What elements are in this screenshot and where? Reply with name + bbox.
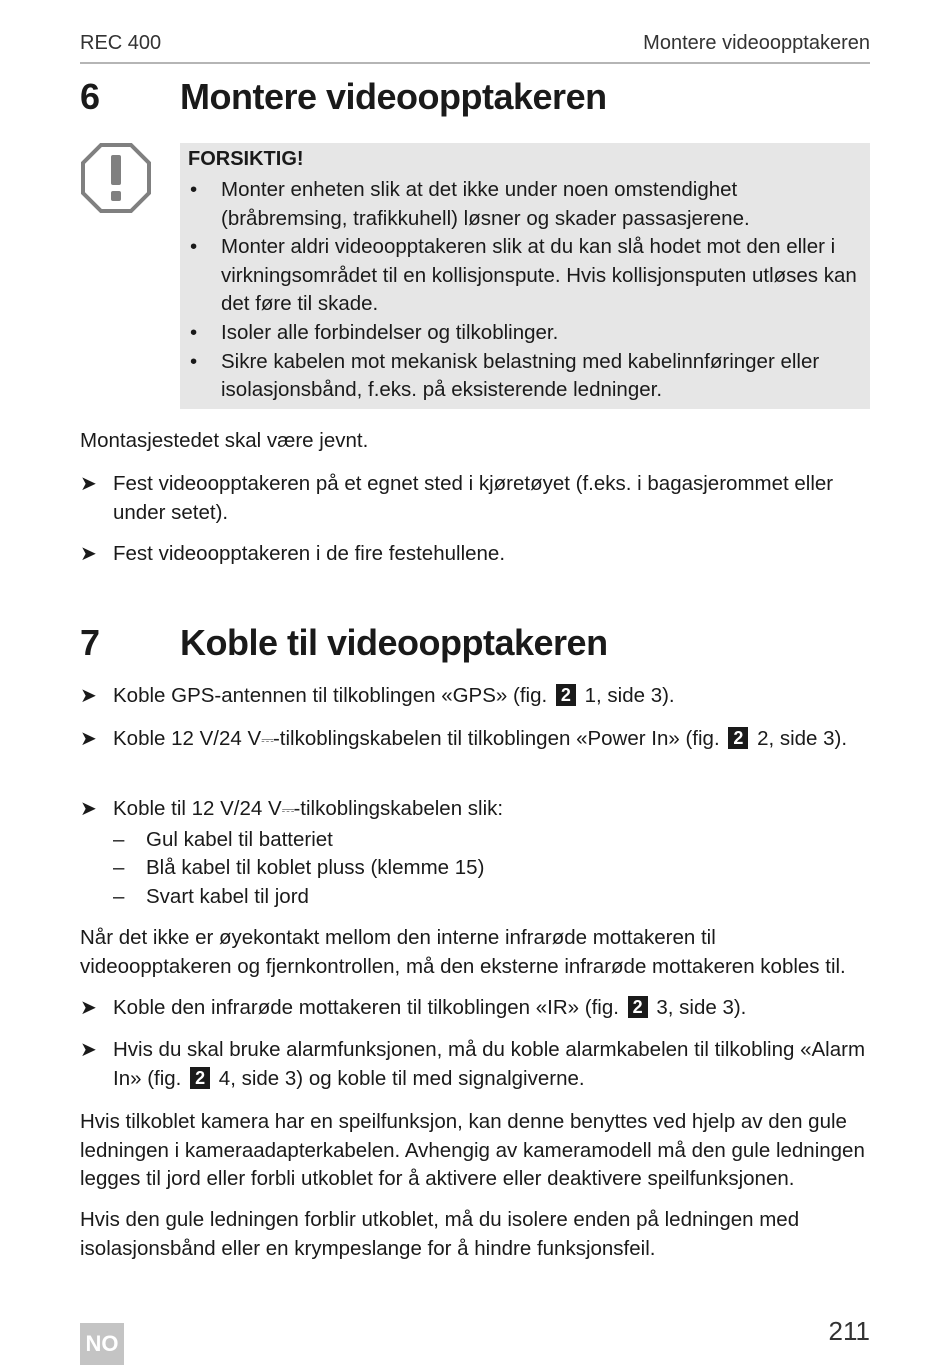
header-section: Montere videoopptakeren [643,32,870,54]
section-number: 7 [80,622,100,663]
paragraph: Når det ikke er øyekontakt mellom den interne infrarøde mottakeren til videoopptakeren og fjernkontrollen, må den eksterne infrarøde mottakeren kobles til. [80,926,846,978]
arrow-icon: ➤ [80,1039,97,1061]
paragraph: Hvis den gule ledningen forblir utkoblet, må du isolere enden på ledningen med isolasjonsbånd eller en krympeslange for å hindre funksjonsfeil. [80,1208,800,1260]
page-header [80,30,870,64]
arrow-icon: ➤ [80,543,97,565]
step-item: ➤ Fest videoopptakeren på et egnet sted i kjøretøyet (f.eks. i bagasjerommet eller under setet). [80,472,834,524]
caution-item: • Monter aldri videoopptakeren slik at du kan slå hodet mot den eller i virkningsområdet til en kollisjonspute. Hvis kollisjonsputen utløses kan det føre til skade. [190,235,857,316]
step-item: ➤ Hvis du skal bruke alarmfunksjonen, må du koble alarmkabelen til tilkobling «Alarm In» (fig. 2 4, side 3) og koble til med signalgiverne. [80,1038,866,1090]
page-number: 211 [828,1316,870,1346]
arrow-icon: ➤ [80,728,97,750]
caution-item: • Monter enheten slik at det ikke under noen omstendighet (bråbremsing, trafikkuhell) løsner og skader passasjerene. [190,178,750,230]
caution-list [188,176,860,405]
section-number: 6 [80,76,100,117]
list-item: – Gul kabel til batteriet [113,827,333,851]
arrow-icon: ➤ [80,997,97,1019]
arrow-icon: ➤ [80,473,97,495]
caution-title: FORSIKTIG! [188,148,304,170]
language-badge: NO [80,1323,124,1365]
mounting-surface-note: Montasjestedet skal være jevnt. [80,429,369,452]
step-item: ➤ Koble 12 V/24 V⎓-tilkoblingskabelen til tilkoblingen «Power In» (fig. 2 2, side 3). [80,725,870,756]
step-item: ➤ Fest videoopptakeren i de fire festehullene. [80,540,870,569]
cable-list [113,826,870,912]
header-model: REC 400 [80,32,162,54]
step-item: ➤ Koble til 12 V/24 V⎓-tilkoblingskabelen slik: – Gul kabel til batteriet – Blå kabel til koblet pluss (klemme 15) – Svart kabel til jord [80,795,870,911]
figure-badge: 2 [556,684,576,706]
arrow-icon: ➤ [80,798,97,820]
section-title: Koble til videoopptakeren [180,622,608,663]
paragraph: Hvis tilkoblet kamera har en speilfunksjon, kan denne benyttes ved hjelp av den gule ledningen i kameraadapterkabelen. Avhengig av kameramodell må den gule ledningen legges til jord eller forbli utkoblet for å aktivere eller deaktivere speilfunksjonen. [80,1110,865,1191]
section-title: Montere videoopptakeren [180,76,607,117]
figure-badge: 2 [628,996,648,1018]
step-item: ➤ Koble den infrarøde mottakeren til tilkoblingen «IR» (fig. 2 3, side 3). [80,994,870,1023]
list-item: – Blå kabel til koblet pluss (klemme 15) [113,856,485,880]
step-item: ➤ Koble GPS-antennen til tilkoblingen «GPS» (fig. 2 1, side 3). [80,682,870,711]
arrow-icon: ➤ [80,685,97,707]
caution-box [180,143,870,409]
list-item: – Svart kabel til jord [113,884,309,908]
caution-item: • Isoler alle forbindelser og tilkoblinger. [190,320,559,344]
warning-icon [80,142,152,214]
dc-symbol-icon: ⎓ [261,732,273,749]
figure-badge: 2 [728,727,748,749]
dc-symbol-icon: ⎓ [281,802,294,819]
caution-item: • Sikre kabelen mot mekanisk belastning med kabelinnføringer eller isolasjonsbånd, f.eks. på eksisterende ledninger. [190,349,820,402]
figure-badge: 2 [190,1067,210,1089]
